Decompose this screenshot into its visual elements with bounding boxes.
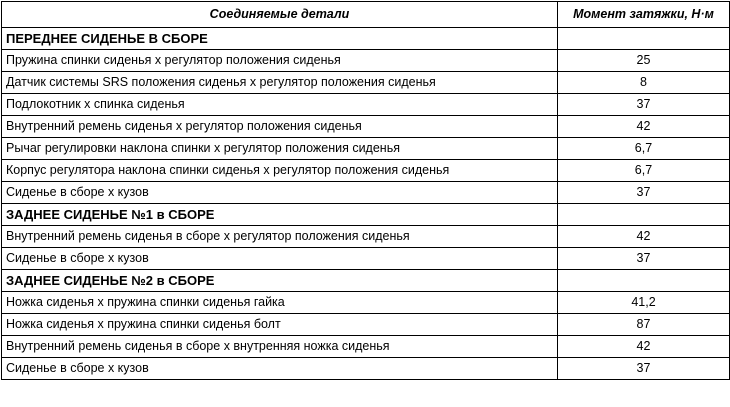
joint-parts-cell: Сиденье в сборе х кузов [2,248,558,270]
table-row [2,138,730,160]
torque-value-cell: 37 [558,94,730,116]
torque-value-cell [558,270,730,292]
section-title: ЗАДНЕЕ СИДЕНЬЕ №1 в СБОРЕ [2,204,558,226]
table-row [2,50,730,72]
joint-parts-cell: Ножка сиденья х пружина спинки сиденья болт [2,314,558,336]
torque-value-cell [558,28,730,50]
torque-value-cell: 42 [558,116,730,138]
torque-value-cell: 37 [558,358,730,380]
table-row [2,314,730,336]
joint-parts-cell: Датчик системы SRS положения сиденья х регулятор положения сиденья [2,72,558,94]
column-header-torque: Момент затяжки, Н·м [558,2,730,28]
torque-value-cell: 42 [558,336,730,358]
torque-value-cell: 8 [558,72,730,94]
torque-value-cell: 37 [558,182,730,204]
torque-value-cell: 87 [558,314,730,336]
table-body [2,28,730,380]
column-header-parts: Соединяемые детали [2,2,558,28]
joint-parts-cell: Ножка сиденья х пружина спинки сиденья гайка [2,292,558,314]
table-header-row [2,2,730,28]
joint-parts-cell: Подлокотник х спинка сиденья [2,94,558,116]
section-title: ПЕРЕДНЕЕ СИДЕНЬЕ В СБОРЕ [2,28,558,50]
torque-value-cell [558,204,730,226]
torque-value-cell: 41,2 [558,292,730,314]
joint-parts-cell: Корпус регулятора наклона спинки сиденья х регулятор положения сиденья [2,160,558,182]
torque-value-cell: 42 [558,226,730,248]
joint-parts-cell: Внутренний ремень сиденья в сборе х внутренняя ножка сиденья [2,336,558,358]
table-row [2,94,730,116]
table-row [2,116,730,138]
table-row [2,292,730,314]
section-title: ЗАДНЕЕ СИДЕНЬЕ №2 в СБОРЕ [2,270,558,292]
torque-value-cell: 37 [558,248,730,270]
table-row [2,72,730,94]
joint-parts-cell: Пружина спинки сиденья х регулятор положения сиденья [2,50,558,72]
joint-parts-cell: Внутренний ремень сиденья в сборе х регулятор положения сиденья [2,226,558,248]
table-row [2,358,730,380]
joint-parts-cell: Рычаг регулировки наклона спинки х регулятор положения сиденья [2,138,558,160]
joint-parts-cell: Внутренний ремень сиденья х регулятор положения сиденья [2,116,558,138]
section-row [2,28,730,50]
table-row [2,336,730,358]
table-row [2,160,730,182]
section-row [2,204,730,226]
torque-value-cell: 6,7 [558,138,730,160]
torque-value-cell: 25 [558,50,730,72]
section-row [2,270,730,292]
torque-value-cell: 6,7 [558,160,730,182]
table-row [2,226,730,248]
table-row [2,248,730,270]
table-row [2,182,730,204]
joint-parts-cell: Сиденье в сборе х кузов [2,182,558,204]
joint-parts-cell: Сиденье в сборе х кузов [2,358,558,380]
torque-table [1,1,730,380]
